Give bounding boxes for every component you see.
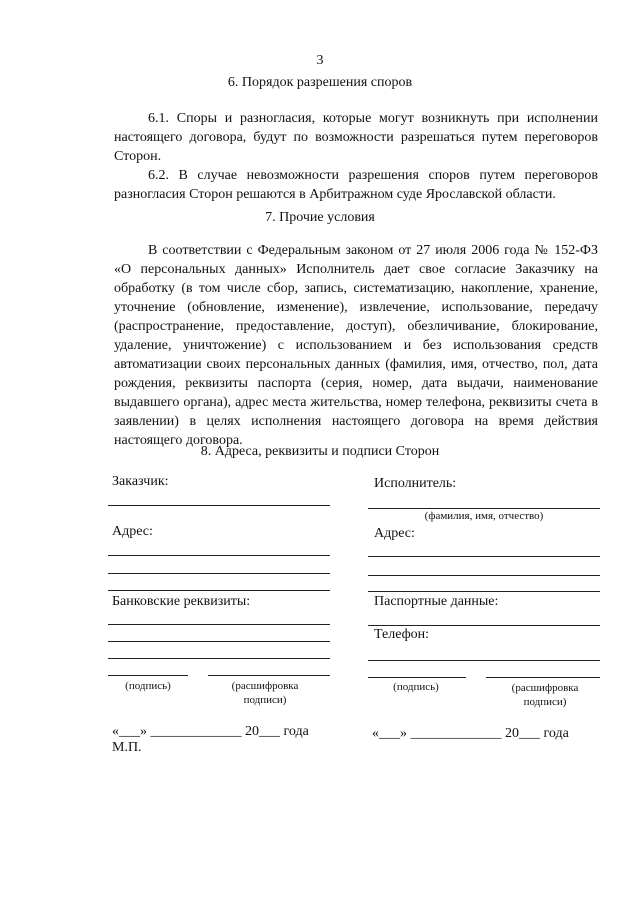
customer-address-line-3 <box>108 590 330 591</box>
executor-signature-caption: (подпись) <box>393 681 439 693</box>
customer-name-line <box>108 505 330 506</box>
executor-fio-caption: (фамилия, имя, отчество) <box>424 510 544 522</box>
page-number: 3 <box>316 53 324 68</box>
executor-decode-line <box>486 677 600 678</box>
customer-address-line-1 <box>108 555 330 556</box>
executor-phone-line <box>368 660 600 661</box>
executor-passport-label: Паспортные данные: <box>374 594 499 609</box>
executor-signature-line <box>368 677 466 678</box>
customer-address-label: Адрес: <box>112 524 153 539</box>
customer-bank-line-1 <box>108 624 330 625</box>
executor-passport-line <box>368 625 600 626</box>
customer-decode-line <box>208 675 330 676</box>
executor-address-label: Адрес: <box>374 526 415 541</box>
section-6-paragraph-2: 6.2. В случае невозможности разрешения споров путем переговоров разногласия Сторон решаются в Арбитражном суде Ярославской области. <box>114 168 598 202</box>
executor-decode-caption: (расшифровка подписи) <box>511 682 579 708</box>
customer-date: «___» _____________ 20___ года <box>112 724 309 739</box>
customer-bank-label: Банковские реквизиты: <box>112 594 251 609</box>
executor-address-line-1 <box>368 556 600 557</box>
executor-address-line-2 <box>368 575 600 576</box>
customer-decode-caption: (расшифровка подписи) <box>231 680 299 706</box>
section-6-paragraph-1: 6.1. Споры и разногласия, которые могут возникнуть при исполнении настоящего договора, будут по возможности разрешаться путем переговоров Сторон. <box>114 111 598 164</box>
executor-address-line-3 <box>368 591 600 592</box>
executor-phone-label: Телефон: <box>374 627 430 642</box>
customer-label: Заказчик: <box>112 474 169 489</box>
customer-signature-line <box>108 675 188 676</box>
customer-signature-caption: (подпись) <box>125 680 171 692</box>
executor-label: Исполнитель: <box>374 476 457 491</box>
customer-bank-line-2 <box>108 641 330 642</box>
customer-bank-line-3 <box>108 658 330 659</box>
section-6-title: 6. Порядок разрешения споров <box>227 75 413 90</box>
executor-date: «___» _____________ 20___ года <box>372 726 569 741</box>
stamp-label: М.П. <box>112 740 142 755</box>
customer-address-line-2 <box>108 573 330 574</box>
section-7-title: 7. Прочие условия <box>265 210 375 225</box>
section-7-paragraph: В соответствии с Федеральным законом от 27 июля 2006 года № 152-ФЗ «О персональных данных» Исполнитель дает свое согласие Заказчику на обработку (в том числе сбор, запись, систематизацию, накопление, хранение, уточнение (обновление, изменение), извлечение, использование, передачу (распространение, предоставление, доступ), обезличивание, блокирование, удаление, уничтожение) с использованием и без использования средств автоматизации своих персональных данных (фамилия, имя, отчество, пол, дата рождения, реквизиты паспорта (серия, номер, дата выдачи, наименование выдавшего органа), адрес места жительства, номер телефона, реквизиты счета в заявлении) в целях исполнения настоящего договора на время действия настоящего договора. <box>114 243 598 448</box>
section-8-title: 8. Адреса, реквизиты и подписи Сторон <box>200 444 440 459</box>
